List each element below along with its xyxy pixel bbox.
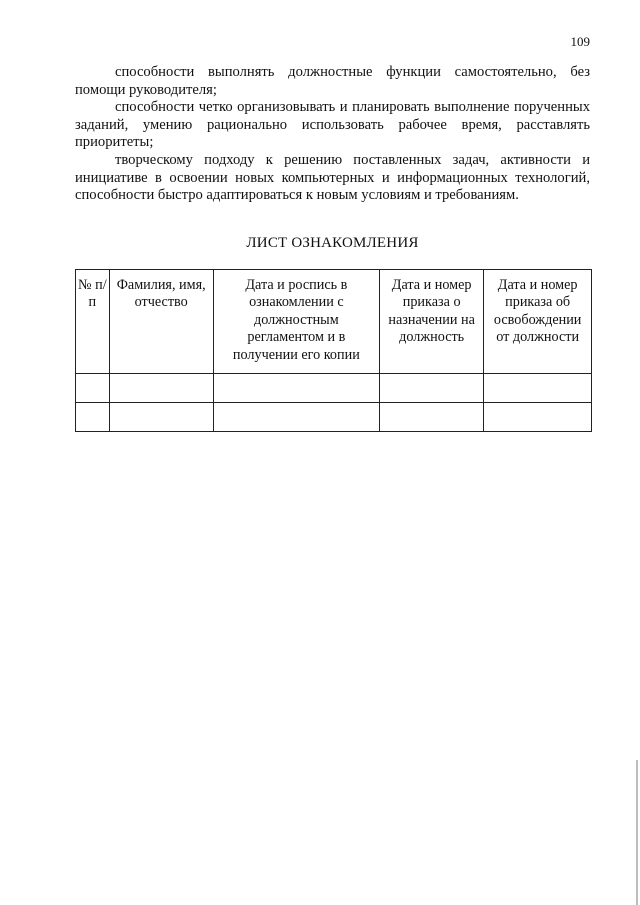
table-cell <box>109 374 213 403</box>
table-cell <box>380 403 484 432</box>
table-cell <box>109 403 213 432</box>
header-appointment-order: Дата и номер приказа о назначении на должность <box>380 270 484 374</box>
acknowledgement-table <box>75 269 592 432</box>
table-header-row <box>76 270 592 374</box>
table-cell <box>213 403 379 432</box>
paragraph: способности выполнять должностные функции самостоятельно, без помощи руководителя; <box>75 64 590 98</box>
paragraph: творческому подходу к решению поставленных задач, активности и инициативе в освоении новых компьютерных и информационных технологий, способности быстро адаптироваться к новым условиям и требованиям. <box>75 151 590 204</box>
table-cell <box>76 403 110 432</box>
header-dismissal-order: Дата и номер приказа об освобождении от должности <box>484 270 592 374</box>
header-number: № п/п <box>76 270 110 374</box>
paragraph: способности четко организовывать и планировать выполнение порученных заданий, умению рационально использовать рабочее время, расставлять приоритеты; <box>75 99 590 151</box>
table-cell <box>76 374 110 403</box>
table-row <box>76 403 592 432</box>
body-text <box>75 64 590 205</box>
scan-edge-line <box>636 760 638 905</box>
header-full-name: Фамилия, имя, отчество <box>109 270 213 374</box>
sheet-title: ЛИСТ ОЗНАКОМЛЕНИЯ <box>246 235 419 251</box>
table-cell <box>484 374 592 403</box>
table-cell <box>380 374 484 403</box>
table-row <box>76 374 592 403</box>
table-cell <box>213 374 379 403</box>
header-signature-date: Дата и роспись в ознакомлении с должностным регламентом и в получении его копии <box>213 270 379 374</box>
table-cell <box>484 403 592 432</box>
page-number: 109 <box>570 34 590 49</box>
